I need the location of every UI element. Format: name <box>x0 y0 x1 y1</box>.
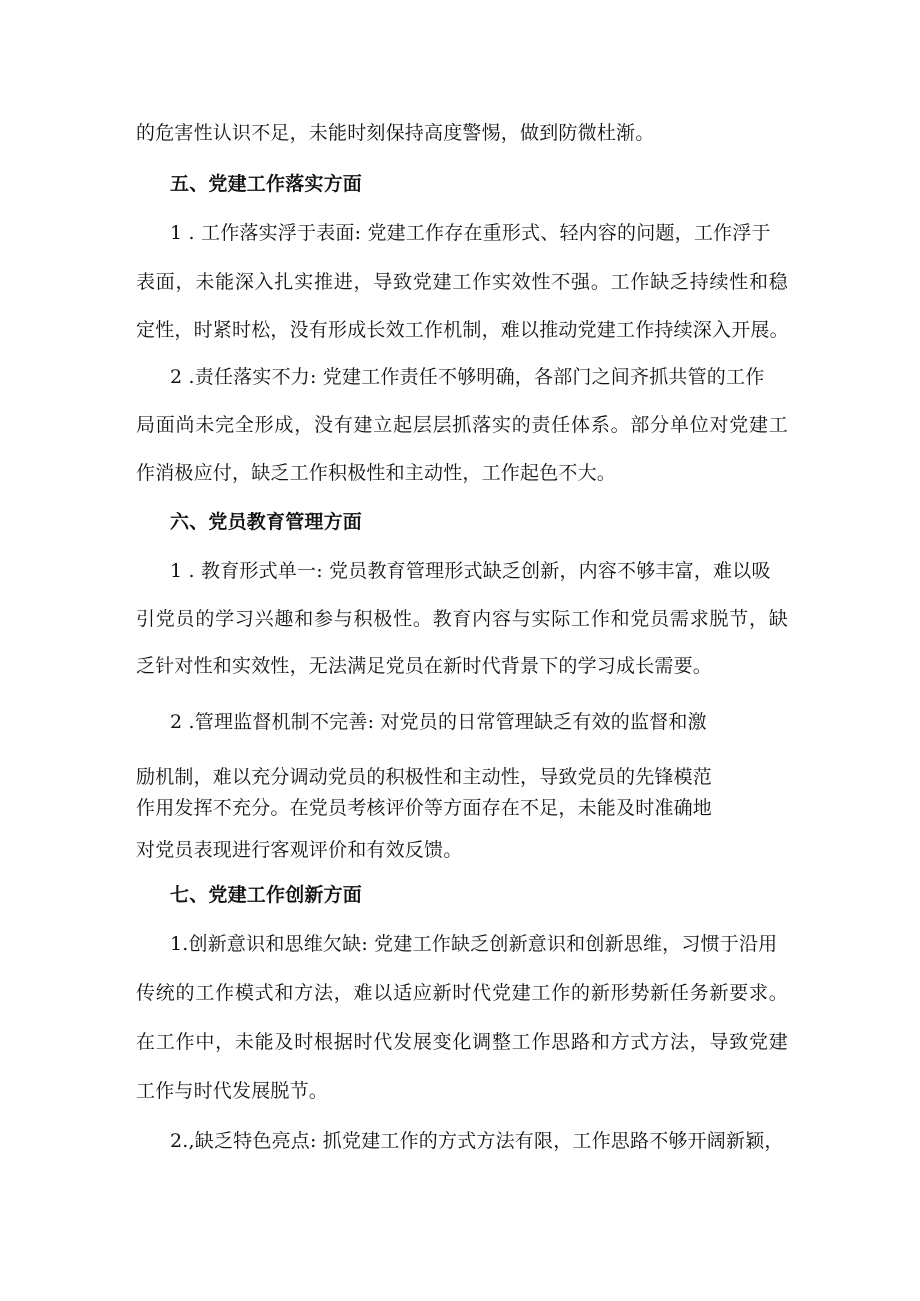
paragraph-line: 乏针对性和实效性，无法满足党员在新时代背景下的学习成长需要。 <box>136 655 713 677</box>
paragraph-line: 表面，未能深入扎实推进，导致党建工作实效性不强。工作缺乏持续性和稳 <box>136 271 788 293</box>
section-heading-seven: 七、党建工作创新方面 <box>170 884 363 906</box>
paragraph-line: 2 .管理监督机制不完善: 对党员的日常管理缺乏有效的监督和激 <box>170 711 707 733</box>
paragraph-line: 局面尚未完全形成，没有建立起层层抓落实的责任体系。部分单位对党建工 <box>136 414 788 436</box>
paragraph-line: 引党员的学习兴趣和参与积极性。教育内容与实际工作和党员需求脱节，缺 <box>136 608 788 630</box>
paragraph-line: 1 . 教育形式单一: 党员教育管理形式缺乏创新，内容不够丰富，难以吸 <box>170 560 771 582</box>
paragraph-line: 的危害性认识不足，未能时刻保持高度警惕，做到防微杜渐。 <box>136 122 655 144</box>
paragraph-line: 作用发挥不充分。在党员考核评价等方面存在不足，未能及时准确地 <box>136 797 713 819</box>
paragraph-line: 1 . 工作落实浮于表面: 党建工作存在重形式、轻内容的问题，工作浮于 <box>170 222 771 244</box>
paragraph-line: 1.创新意识和思维欠缺: 党建工作缺乏创新意识和创新思维，习惯于沿用 <box>170 933 778 955</box>
section-heading-five: 五、党建工作落实方面 <box>170 173 363 195</box>
paragraph-line: 在工作中，未能及时根据时代发展变化调整工作思路和方式方法，导致党建 <box>136 1031 788 1053</box>
paragraph-line: 2 .责任落实不力: 党建工作责任不够明确，各部门之间齐抓共管的工作 <box>170 366 765 388</box>
paragraph-line: 传统的工作模式和方法，难以适应新时代党建工作的新形势新任务新要求。 <box>136 982 788 1004</box>
section-heading-six: 六、党员教育管理方面 <box>170 511 363 533</box>
paragraph-line: 定性，时紧时松，没有形成长效工作机制，难以推动党建工作持续深入开展。 <box>136 319 789 341</box>
paragraph-line: 工作与时代发展脱节。 <box>136 1080 329 1102</box>
paragraph-line: 对党员表现进行客观评价和有效反馈。 <box>136 839 463 861</box>
paragraph-line: 励机制，难以充分调动党员的积极性和主动性，导致党员的先锋模范 <box>136 766 713 788</box>
paragraph-line: 作消极应付，缺乏工作积极性和主动性，工作起色不大。 <box>136 462 617 484</box>
paragraph-line: 2.,缺乏特色亮点: 抓党建工作的方式方法有限，工作思路不够开阔新颖， <box>170 1130 784 1152</box>
